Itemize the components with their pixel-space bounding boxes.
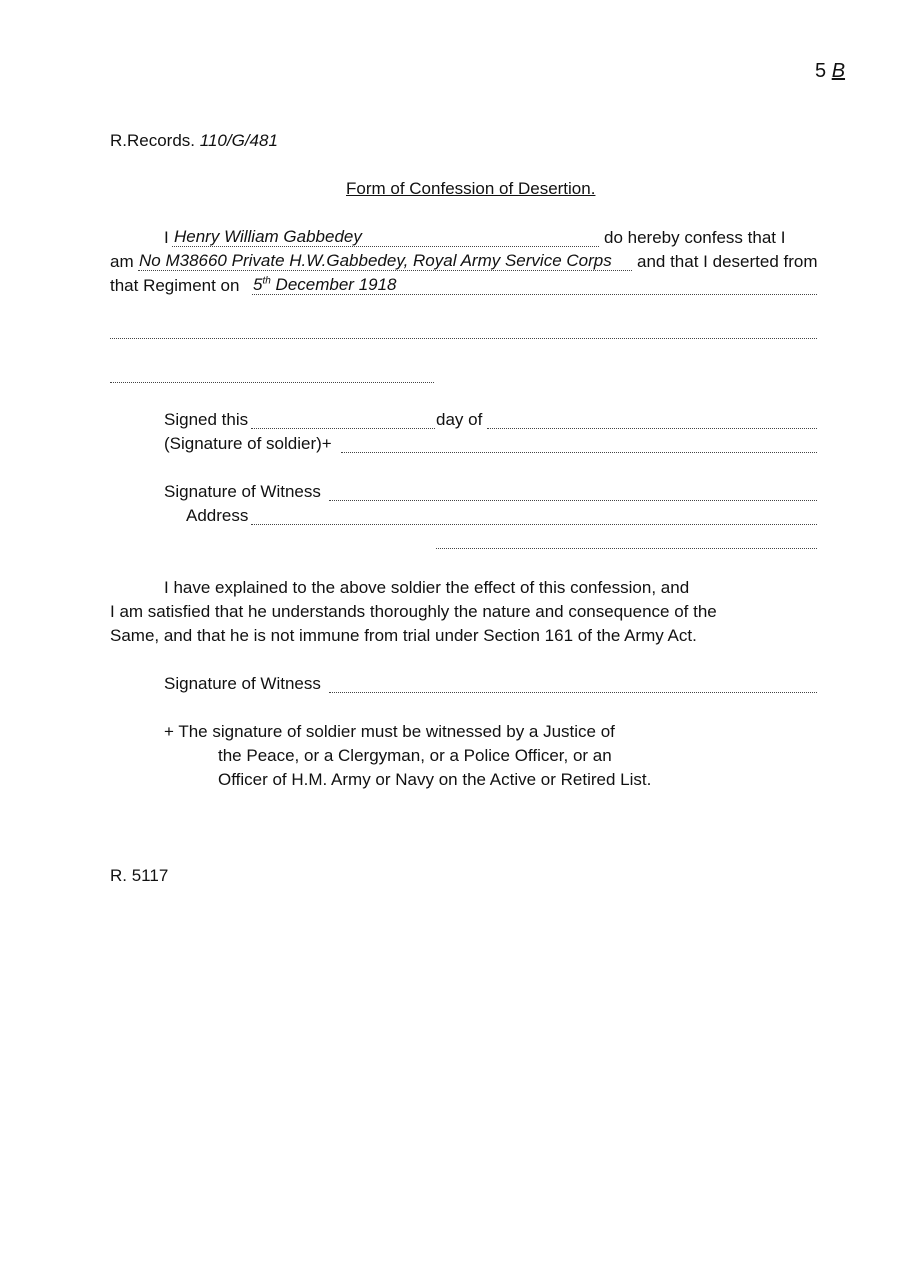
address-line-1[interactable] bbox=[251, 524, 817, 525]
signed-day-line[interactable] bbox=[251, 428, 435, 429]
footnote-line-1: + The signature of soldier must be witnessed by a Justice of bbox=[164, 722, 615, 741]
confession-text-2: and that I deserted from bbox=[637, 252, 818, 271]
soldier-signature-line[interactable] bbox=[341, 452, 817, 453]
blank-line-1 bbox=[110, 338, 817, 339]
blank-line-2 bbox=[110, 382, 434, 383]
confession-line-2 bbox=[0, 252, 900, 272]
explanation-line-1: I have explained to the above soldier the effect of this confession, and bbox=[164, 578, 690, 597]
footnote-line-3: Officer of H.M. Army or Navy on the Active or Retired List. bbox=[218, 770, 652, 789]
witness-signature-label: Signature of Witness bbox=[164, 482, 321, 501]
date-rest: December 1918 bbox=[275, 275, 397, 294]
page-number-digit: 5 bbox=[815, 60, 827, 82]
desertion-date bbox=[253, 275, 397, 295]
date-suffix: th bbox=[262, 275, 271, 287]
footnote-line-2: the Peace, or a Clergyman, or a Police Officer, or an bbox=[218, 746, 612, 765]
signed-this-label: Signed this bbox=[164, 410, 249, 429]
soldier-identity: No M38660 Private H.W.Gabbedey, Royal Army Service Corps bbox=[139, 251, 612, 270]
second-witness-line[interactable] bbox=[329, 692, 817, 693]
confession-am: am bbox=[110, 252, 134, 271]
regiment-text: that Regiment on bbox=[110, 276, 240, 295]
page-number bbox=[815, 60, 845, 83]
day-of-label: day of bbox=[436, 410, 483, 429]
soldier-name: Henry William Gabbedey bbox=[174, 227, 362, 246]
form-title: Form of Confession of Desertion. bbox=[346, 179, 596, 198]
confession-i: I bbox=[164, 228, 169, 247]
second-witness-label: Signature of Witness bbox=[164, 674, 321, 693]
second-witness-row bbox=[0, 674, 900, 694]
soldier-signature-row bbox=[0, 434, 900, 454]
date-day: 5 bbox=[253, 275, 263, 294]
witness-signature-line[interactable] bbox=[329, 500, 817, 501]
confession-line-3 bbox=[0, 276, 900, 296]
explanation-line-2: I am satisfied that he understands thoroughly the nature and consequence of the bbox=[110, 602, 717, 621]
records-label: R.Records. bbox=[110, 131, 196, 150]
day-of-line[interactable] bbox=[487, 428, 817, 429]
records-ref-number: 110/G/481 bbox=[199, 131, 278, 150]
form-number: R. 5117 bbox=[110, 866, 169, 885]
page-number-letter: B bbox=[831, 60, 846, 82]
confession-text-1: do hereby confess that I bbox=[604, 228, 786, 247]
address-label: Address bbox=[186, 506, 249, 525]
soldier-signature-label: (Signature of soldier)+ bbox=[164, 434, 332, 453]
signed-this-row bbox=[0, 410, 900, 430]
address-row bbox=[0, 506, 900, 526]
witness-signature-row bbox=[0, 482, 900, 502]
confession-line-1 bbox=[0, 228, 900, 248]
records-reference bbox=[110, 131, 278, 151]
explanation-line-3: Same, and that he is not immune from trial under Section 161 of the Army Act. bbox=[110, 626, 697, 645]
address-line-2[interactable] bbox=[436, 548, 817, 549]
